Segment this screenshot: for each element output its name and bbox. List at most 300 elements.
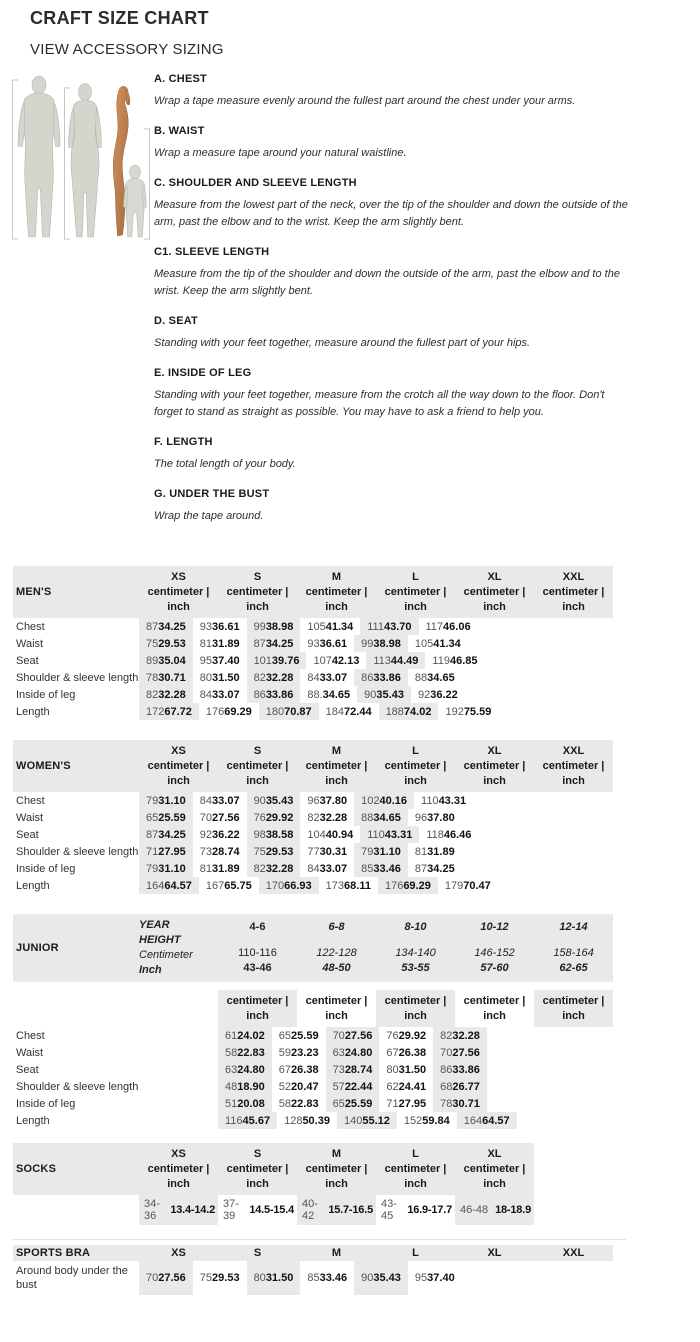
inch-value: 31.89 [427,845,455,858]
row-label: Seat [16,1063,39,1076]
height-cm-range: 110-116 [238,947,277,959]
value-cell [247,792,301,809]
instruction-heading: B. WAIST [154,125,205,137]
size-label: M [331,1247,342,1259]
instruction-section [154,125,640,162]
cm-value: 170 [265,879,285,892]
value-cell [193,809,247,826]
page-header [0,8,700,59]
cm-value: 180 [265,705,285,718]
inch-value: 46.46 [443,828,472,841]
inch-unit-label: inch [246,1178,269,1190]
cm-value: 85 [307,1272,320,1284]
centimeter-unit-label: centimeter | [147,760,210,772]
row-label: Chest [16,1029,45,1042]
row-label: Waist [16,1046,44,1059]
value-cell [218,1027,272,1044]
inch-value: 70.47 [463,879,491,892]
inch-value: 34.65 [427,671,455,684]
cm-value: 51 [225,1097,238,1110]
cm-value: 79 [361,845,374,858]
value-cell [433,1095,487,1112]
table-row [13,877,613,894]
inch-value: 36.22 [212,828,240,841]
instruction-text: Standing with your feet together, measure around the fullest part of your hips. [154,337,531,349]
cm-value: 164 [146,879,165,892]
cm-value: 80 [386,1063,399,1076]
junior-unit-header [13,990,613,1027]
value-cell [139,703,199,720]
size-label: M [331,571,342,583]
inch-value: 36.61 [319,637,348,650]
junior-meta-labels [139,918,218,978]
size-label: XL [487,1148,502,1160]
value-cell [433,1061,487,1078]
value-cell [247,1261,301,1295]
inch-unit-label: inch [404,601,427,613]
value-cell [139,809,193,826]
centimeter-unit-label: centimeter | [384,1163,447,1175]
inch-unit-label: inch [404,1178,427,1190]
inch-value: 25.59 [291,1029,319,1042]
cm-value: 110 [421,794,439,807]
cm-value: 128 [284,1114,303,1127]
inch-unit-label: inch [246,601,269,613]
inch-value: 33.07 [319,671,348,684]
value-cell [297,1195,376,1225]
cm-value: 95 [414,1272,428,1284]
inch-value: 32.28 [265,671,294,684]
instruction-heading: E. INSIDE OF LEG [154,367,252,379]
cm-value: 99 [361,637,374,650]
instruction-text: Wrap a tape measure evenly around the fullest part around the chest under your arms. [154,95,576,107]
inch-value: 39.76 [271,654,300,667]
inch-value: 33.86 [373,671,401,684]
size-label: L [412,571,419,583]
cm-value: 152 [403,1114,423,1127]
centimeter-unit-label: centimeter | [226,586,289,598]
cm-value: 90 [361,1272,374,1284]
value-cell [218,1061,272,1078]
cm-value: 96 [414,811,428,824]
size-label: S [253,571,262,583]
table-row [13,618,613,635]
cm-value: 57 [332,1080,345,1093]
unit-header-cell [148,585,210,615]
inch-value: 40.16 [379,794,408,807]
instruction-section [154,436,640,473]
unit-header-cell [306,1162,368,1192]
centimeter-unit-label: centimeter | [384,586,447,598]
cm-value: 82 [253,671,266,684]
value-cell [300,860,354,877]
cm-value: 86 [253,688,266,701]
age-group-cell [297,918,376,978]
inch-value: 22.83 [291,1097,319,1110]
inch-value: 25.59 [344,1097,373,1110]
value-cell [360,618,418,635]
centimeter-unit-label: centimeter | [305,586,368,598]
inch-value: 34.25 [265,637,294,650]
inch-value: 46.85 [449,654,478,667]
cm-value: 140 [343,1114,363,1127]
inch-value: 27.56 [452,1046,480,1059]
cm-value: 192 [445,705,464,718]
inch-value: 32.28 [319,811,348,824]
size-label: L [412,1148,419,1160]
row-label: Inside of leg [16,862,76,875]
cm-value: 81 [199,862,213,875]
inch-value: 30.31 [319,845,348,858]
inch-value: 35.04 [158,654,186,667]
size-table-header [13,1143,534,1195]
size-header-cell [218,740,297,792]
inch-value: 33.07 [319,862,348,875]
value-cell [193,618,247,635]
value-cell [247,809,301,826]
inch-value: 36.22 [430,688,458,701]
value-cell [419,826,478,843]
value-cell [199,877,259,894]
value-cell [139,686,193,703]
size-tables [0,566,700,1295]
table-row [13,792,613,809]
size-header-cell [376,566,455,618]
mannequin-figures-icon [8,71,154,249]
size-header-cell [376,740,455,792]
cm-value: 92 [417,688,431,701]
unit-header-cell [306,585,368,615]
value-cell [354,860,408,877]
inch-value: 31.50 [398,1063,427,1076]
centimeter-unit-label: centimeter | [305,760,368,772]
height-inch-range: 48-50 [322,962,351,974]
instruction-heading: D. SEAT [154,315,198,327]
cm-value: 75 [146,637,159,650]
instruction-text: The total length of your body. [154,458,296,470]
size-label: XS [171,1148,186,1160]
height-label: HEIGHT [139,934,181,946]
cm-value: 90 [253,794,266,807]
inch-value: 37.40 [212,654,240,667]
value-cell [354,809,408,826]
unit-header-cell [306,759,368,789]
value-cell [139,669,193,686]
cm-value: 107 [313,654,332,667]
value-cell [247,652,307,669]
size-table-header [13,566,613,618]
centimeter-unit-label: centimeter | [147,1163,210,1175]
inch-value: 33.07 [212,794,240,807]
table-row [13,843,613,860]
cm-value: 105 [414,637,434,650]
cm-value: 173 [325,879,345,892]
cm-value: 89 [146,654,159,667]
cm-value: 82 [307,811,320,824]
value-cell [326,1044,380,1061]
size-header-cell [297,1143,376,1195]
cm-value: 113 [373,654,391,667]
value-cell [414,792,473,809]
value-cell [247,826,301,843]
cm-value: 111 [367,620,384,633]
mens-size-table [13,566,700,720]
inch-value: 31.10 [158,794,186,807]
instruction-section [154,367,640,421]
inch-value: 36.61 [212,620,240,633]
value-cell [193,843,247,860]
cm-value: 34-36 [144,1198,160,1222]
value-cell [139,1195,218,1225]
junior-header [13,914,613,982]
centimeter-unit-label: centimeter | [384,995,447,1007]
inch-value: 33.46 [319,1272,348,1284]
inch-value: 38.98 [373,637,401,650]
size-header-cell [218,1143,297,1195]
inch-value: 31.89 [212,862,240,875]
unit-header-cell [455,990,534,1027]
inch-value: 64.57 [164,879,192,892]
inch-value: 30.71 [452,1097,480,1110]
inch-value: 22.44 [344,1080,373,1093]
value-cell [272,1061,326,1078]
unit-header-cell [227,1162,289,1192]
unit-header-cell [534,990,613,1027]
inch-value: 66.93 [284,879,312,892]
cm-value: 88 [361,811,374,824]
size-label: M [331,745,342,757]
centimeter-unit-label: centimeter | [226,995,289,1007]
instruction-section [154,488,640,525]
cm-value: 81 [199,637,213,650]
table-row [13,1027,613,1044]
inch-unit-label: inch [562,775,585,787]
value-cell [379,1095,433,1112]
value-cell [300,1261,354,1295]
cm-value: 179 [444,879,464,892]
instruction-heading: C. SHOULDER AND SLEEVE LENGTH [154,177,357,189]
unit-header-cell [148,759,210,789]
age-range: 8-10 [404,921,427,933]
value-cell [376,1195,455,1225]
size-label: XXL [562,1247,585,1259]
cm-value: 63 [332,1046,345,1059]
value-cell [319,703,379,720]
value-cell [193,826,247,843]
inch-value: 43.70 [383,620,412,633]
instruction-heading: G. UNDER THE BUST [154,488,270,500]
height-cm-range: 146-152 [474,947,515,959]
value-cell [433,1078,487,1095]
cm-value: 62 [386,1080,399,1093]
cm-value: 82 [440,1029,453,1042]
value-cell [300,826,360,843]
cm-value: 87 [146,828,159,841]
inch-value: 33.07 [212,688,240,701]
value-cell [354,635,408,652]
cm-value: 78 [146,671,159,684]
value-cell [259,703,319,720]
instructions [154,71,640,540]
inch-value: 46.06 [443,620,471,633]
inch-value: 24.80 [237,1063,265,1076]
centimeter-unit-label: centimeter | [463,1163,526,1175]
table-row [13,860,613,877]
cm-value: 164 [463,1114,483,1127]
accessory-sizing-link[interactable]: VIEW ACCESSORY SIZING [30,41,224,58]
cm-value: 65 [146,811,159,824]
inch-value: 72.44 [344,705,372,718]
cm-value: 84 [199,794,213,807]
cm-value: 105 [307,620,326,633]
table-row [13,669,613,686]
inch-value: 29.53 [158,637,186,650]
inch-value: 27.56 [344,1029,373,1042]
cm-value: 116 [225,1114,243,1127]
inch-unit-label: inch [325,1178,348,1190]
size-header-cell [218,566,297,618]
unit-header-cell [543,759,605,789]
inch-value: 64.57 [482,1114,510,1127]
inch-value: 69.29 [224,705,252,718]
value-cell [272,1044,326,1061]
cm-value: 99 [253,620,266,633]
value-cell [139,1261,193,1295]
cm-value: 76 [253,811,266,824]
value-cell [193,635,247,652]
size-label: M [331,1148,342,1160]
inch-unit-label: inch [246,775,269,787]
inch-value: 31.50 [212,671,240,684]
row-label: Seat [16,654,39,667]
row-label: Chest [16,794,45,807]
cm-value: 73 [199,845,213,858]
inch-value: 75.59 [463,705,492,718]
value-cell [379,703,439,720]
table-label: SOCKS [16,1163,57,1175]
value-cell [379,1061,433,1078]
inch-value: 32.28 [452,1029,480,1042]
inch-value: 35.43 [265,794,294,807]
inch-value: 16.9-17.7 [407,1204,452,1216]
value-cell [139,635,193,652]
cm-value: 68 [440,1080,453,1093]
inch-value: 15.7-16.5 [328,1204,373,1216]
inch-value: 59.84 [422,1114,450,1127]
value-cell [354,792,414,809]
inch-value: 37.40 [427,1272,455,1284]
spacer-cell [13,990,218,1027]
cm-value: 84 [307,671,320,684]
table-row [13,703,613,720]
cm-value: 77 [307,845,320,858]
size-header-cell [534,566,613,618]
row-label: Inside of leg [16,1097,76,1110]
value-cell [408,669,462,686]
size-header-cell [455,1143,534,1195]
instruction-section [154,73,640,110]
value-cell [354,1261,408,1295]
cm-value: 172 [146,705,165,718]
inch-value: 35.43 [373,1272,401,1284]
cm-value: 90 [364,688,377,701]
inch-value: 26.77 [452,1080,480,1093]
inch-value: 34.25 [158,828,186,841]
inch-value: 50.39 [302,1114,330,1127]
sports-bra-table [13,1239,626,1295]
value-cell [139,826,193,843]
centimeter-unit-label: centimeter | [226,1163,289,1175]
cm-value: 52 [278,1080,292,1093]
value-cell [300,843,354,860]
value-cell [272,1027,326,1044]
row-label: Length [16,879,50,892]
unit-header-cell [385,585,447,615]
cm-value: 98 [253,828,266,841]
inch-value: 33.86 [265,688,294,701]
inch-value: 27.56 [158,1272,186,1284]
size-label: XS [171,571,186,583]
value-cell [199,703,259,720]
value-cell [139,843,193,860]
cm-value: 87 [253,637,266,650]
cm-value: 46-48 [460,1204,489,1216]
inch-value: 25.59 [158,811,186,824]
inch-value: 34.65 [373,811,401,824]
age-group-cell [455,918,534,978]
inch-unit-label: inch [167,1178,190,1190]
size-label: XXL [562,571,585,583]
value-cell [193,860,247,877]
inch-value: 20.08 [237,1097,265,1110]
table-row [13,1261,613,1295]
inch-value: 67.72 [164,705,192,718]
inch-unit-label: inch [483,1178,506,1190]
value-cell [379,1044,433,1061]
unit-header-cell [385,759,447,789]
table-row [13,1078,613,1095]
centimeter-unit-label: centimeter | [542,760,605,772]
year-label: YEAR [139,919,170,931]
instruction-section [154,246,640,300]
value-cell [379,1027,433,1044]
table-row [13,652,613,669]
value-cell [300,686,357,703]
unit-header-cell [218,990,297,1027]
cm-value: 73 [332,1063,345,1076]
row-label: Shoulder & sleeve length [16,845,139,858]
centimeter-unit-label: centimeter | [542,995,605,1007]
centimeter-unit-label: centimeter | [463,995,526,1007]
inch-value: 44.49 [390,654,419,667]
size-label: XS [171,1247,186,1259]
cm-value: 76 [386,1029,399,1042]
cm-value: 70 [332,1029,345,1042]
value-cell [408,843,462,860]
inch-value: 69.29 [403,879,431,892]
value-cell [455,1195,534,1225]
value-cell [354,843,408,860]
body-measurement-figures-image [8,71,154,254]
instruction-heading: C1. SLEEVE LENGTH [154,246,270,258]
cm-value: 92 [199,828,213,841]
value-cell [193,792,247,809]
unit-header-cell [376,990,455,1027]
value-cell [379,1078,433,1095]
inch-value: 29.92 [265,811,294,824]
value-cell [326,1027,380,1044]
cm-value: 118 [426,828,444,841]
